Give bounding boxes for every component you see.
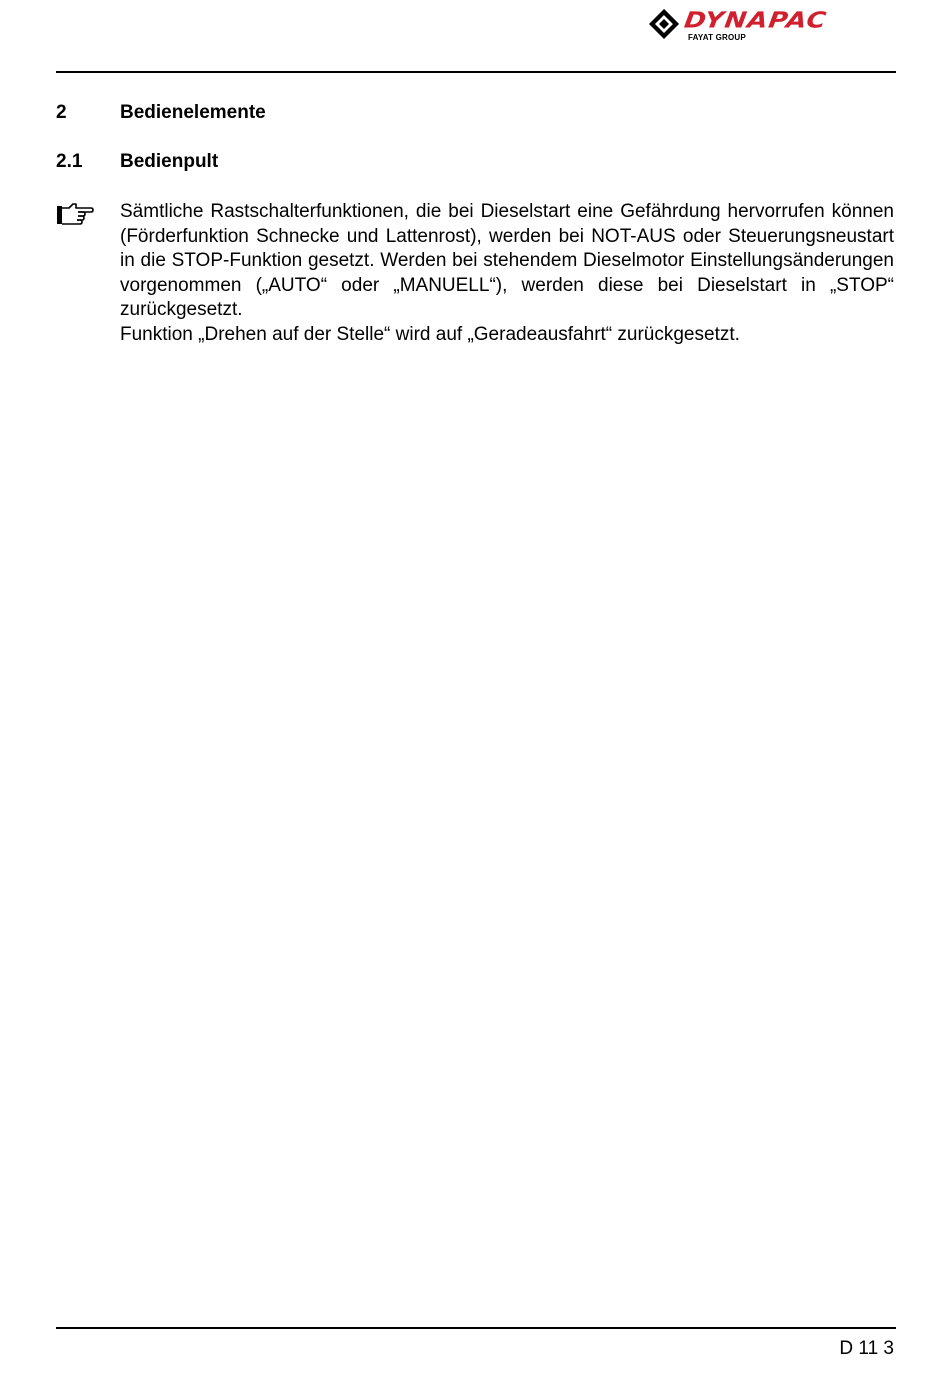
note-paragraph: Sämtliche Rastschalterfunktionen, die bei Dieselstart eine Gefährdung hervorrufen können (Förderfunktion Schnecke und Lattenrost), werden bei NOT-AUS oder Steuerungsneustart in die STOP-Funktion gesetzt. Werden bei stehendem Dieselmotor Einstellungsänderungen vorgenommen („AUTO“ oder „MANUELL“), werden diese bei Dieselstart in „STOP“ zurückgesetzt. <box>120 201 894 320</box>
logo-wordmark: DYNAPAC <box>682 8 829 34</box>
header-rule <box>56 71 896 73</box>
note-last-line: Funktion „Drehen auf der Stelle“ wird auf „Geradeausfahrt“ zurückgesetzt. <box>120 323 740 345</box>
dynapac-logo <box>648 6 898 46</box>
subsection-number: 2.1 <box>56 151 83 172</box>
footer-rule <box>56 1327 896 1329</box>
logo-subline: FAYAT GROUP <box>688 33 746 42</box>
note-text <box>120 200 894 347</box>
subsection-title: Bedienpult <box>120 151 219 172</box>
dynapac-diamond-icon <box>648 8 680 40</box>
section-number: 2 <box>56 102 67 123</box>
pointing-hand-icon <box>56 202 94 228</box>
section-title: Bedienelemente <box>120 102 266 123</box>
document-code: D 11 3 <box>839 1338 894 1359</box>
